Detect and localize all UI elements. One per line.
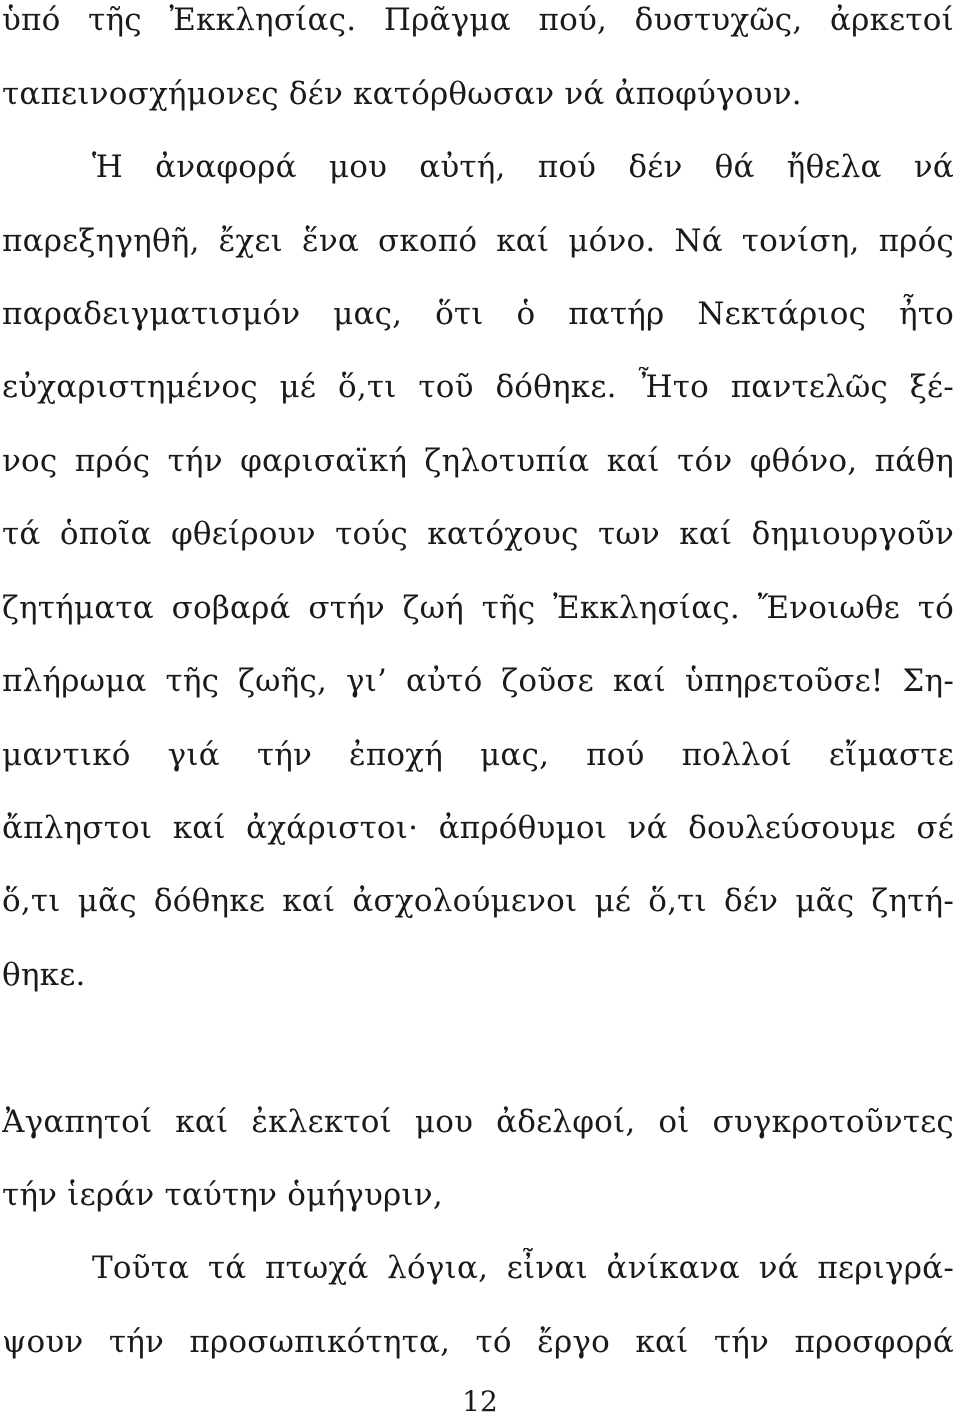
text-line: τά ὁποῖα φθείρουν τούς κατόχους των καί δημιουργοῦν <box>2 516 954 552</box>
text-line: Ἡ ἀναφορά μου αὐτή, πού δέν θά ἤθελα νά <box>92 149 954 185</box>
text-line: θηκε. <box>2 957 86 993</box>
text-line: ζητήματα σοβαρά στήν ζωή τῆς Ἐκκλησίας. Ἔνοιωθε τό <box>2 590 954 626</box>
text-line: μαντικό γιά τήν ἐποχή μας, πού πολλοί εἴμαστε <box>2 737 954 773</box>
text-line: ἄπληστοι καί ἀχάριστοι· ἀπρόθυμοι νά δουλεύσουμε σέ <box>2 810 954 846</box>
text-line: ψουν τήν προσωπικότητα, τό ἔργο καί τήν προσφορά <box>2 1324 954 1360</box>
text-line: Τοῦτα τά πτωχά λόγια, εἶναι ἀνίκανα νά περιγρά- <box>92 1250 954 1286</box>
text-line: πλήρωμα τῆς ζωῆς, γι’ αὐτό ζοῦσε καί ὑπηρετοῦσε! Ση- <box>2 663 954 699</box>
text-line: παρεξηγηθῆ, ἔχει ἕνα σκοπό καί μόνο. Νά τονίση, πρός <box>2 223 954 259</box>
text-line: ὑπό τῆς Ἐκκλησίας. Πρᾶγμα πού, δυστυχῶς, ἀρκετοί <box>2 2 954 38</box>
text-line: ὅ,τι μᾶς δόθηκε καί ἀσχολούμενοι μέ ὅ,τι δέν μᾶς ζητή- <box>2 883 954 919</box>
text-line: εὐχαριστημένος μέ ὅ,τι τοῦ δόθηκε. Ἦτο παντελῶς ξέ- <box>2 369 954 405</box>
text-line: ταπεινοσχήμονες δέν κατόρθωσαν νά ἀποφύγουν. <box>2 76 802 112</box>
page-number: 12 <box>462 1385 498 1418</box>
text-line: νος πρός τήν φαρισαϊκή ζηλοτυπία καί τόν φθόνο, πάθη <box>2 443 954 479</box>
text-line: Ἀγαπητοί καί ἐκλεκτοί μου ἀδελφοί, οἱ συγκροτοῦντες <box>2 1104 954 1140</box>
text-line: παραδειγματισμόν μας, ὅτι ὁ πατήρ Νεκτάριος ἦτο <box>2 296 954 332</box>
text-line: τήν ἱεράν ταύτην ὁμήγυριν, <box>2 1177 443 1213</box>
